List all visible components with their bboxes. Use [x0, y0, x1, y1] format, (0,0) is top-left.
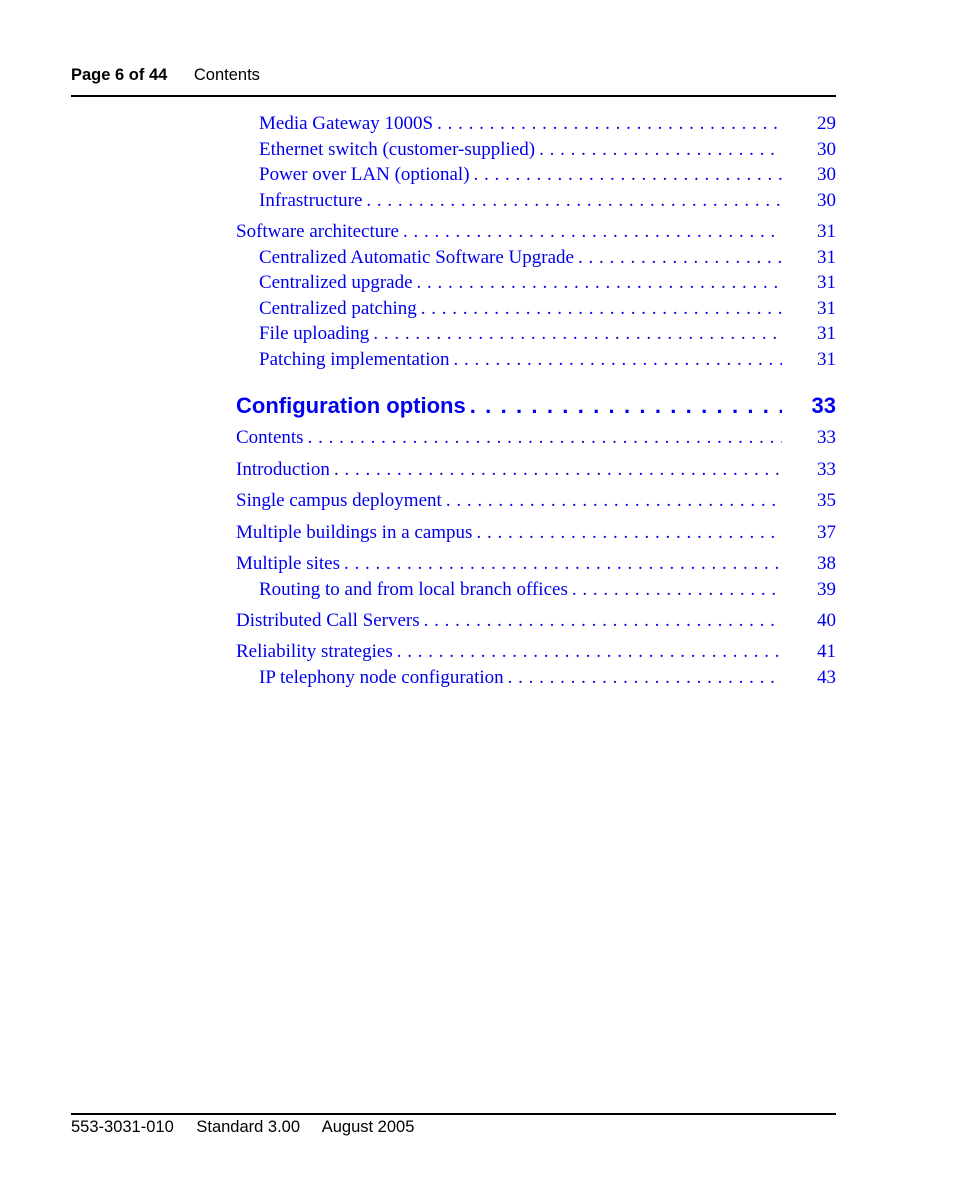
toc-entry[interactable]: Distributed Call Servers . . . 40 [236, 609, 836, 633]
toc-entry[interactable]: IP telephony node configuration . . . 43 [259, 666, 836, 690]
toc-entry[interactable]: Routing to and from local branch offices . . . 39 [259, 578, 836, 602]
toc-entry[interactable]: Centralized upgrade . . . 31 [259, 271, 836, 295]
document-date: August 2005 [321, 1118, 415, 1136]
toc-entry[interactable]: Patching implementation . . . 31 [259, 348, 836, 372]
section-title: Contents [193, 66, 260, 84]
toc-entry[interactable]: Single campus deployment . . . 35 [236, 489, 836, 513]
toc-entry[interactable]: Centralized patching . . . 31 [259, 297, 836, 321]
page-footer [71, 1118, 432, 1137]
toc-entry[interactable]: File uploading . . . 31 [259, 322, 836, 346]
toc-entry[interactable]: Reliability strategies . . . 41 [236, 640, 836, 664]
toc-entry[interactable]: Software architecture . . . 31 [236, 220, 836, 244]
toc-entry[interactable]: Centralized Automatic Software Upgrade . . . 31 [259, 246, 836, 270]
toc-chapter-entry[interactable]: Configuration options . . . 33 [236, 392, 836, 420]
toc-entry[interactable]: Multiple buildings in a campus . . . 37 [236, 521, 836, 545]
page-header [71, 66, 260, 85]
document-standard: Standard 3.00 [196, 1118, 301, 1136]
toc-entry[interactable]: Power over LAN (optional) . . . 30 [259, 163, 836, 187]
toc-entry[interactable]: Infrastructure . . . 30 [259, 189, 836, 213]
toc-entry[interactable]: Media Gateway 1000S . . . 29 [259, 112, 836, 136]
page-number-label: Page 6 of 44 [71, 66, 168, 84]
toc-entry[interactable]: Ethernet switch (customer-supplied) . . . 30 [259, 138, 836, 162]
toc-entry[interactable]: Multiple sites . . . 38 [236, 552, 836, 576]
header-rule [71, 95, 836, 97]
footer-rule [71, 1113, 836, 1115]
toc-entry[interactable]: Introduction . . . 33 [236, 458, 836, 482]
document-number: 553-3031-010 [71, 1118, 174, 1136]
toc-entry[interactable]: Contents . . . 33 [236, 426, 836, 450]
